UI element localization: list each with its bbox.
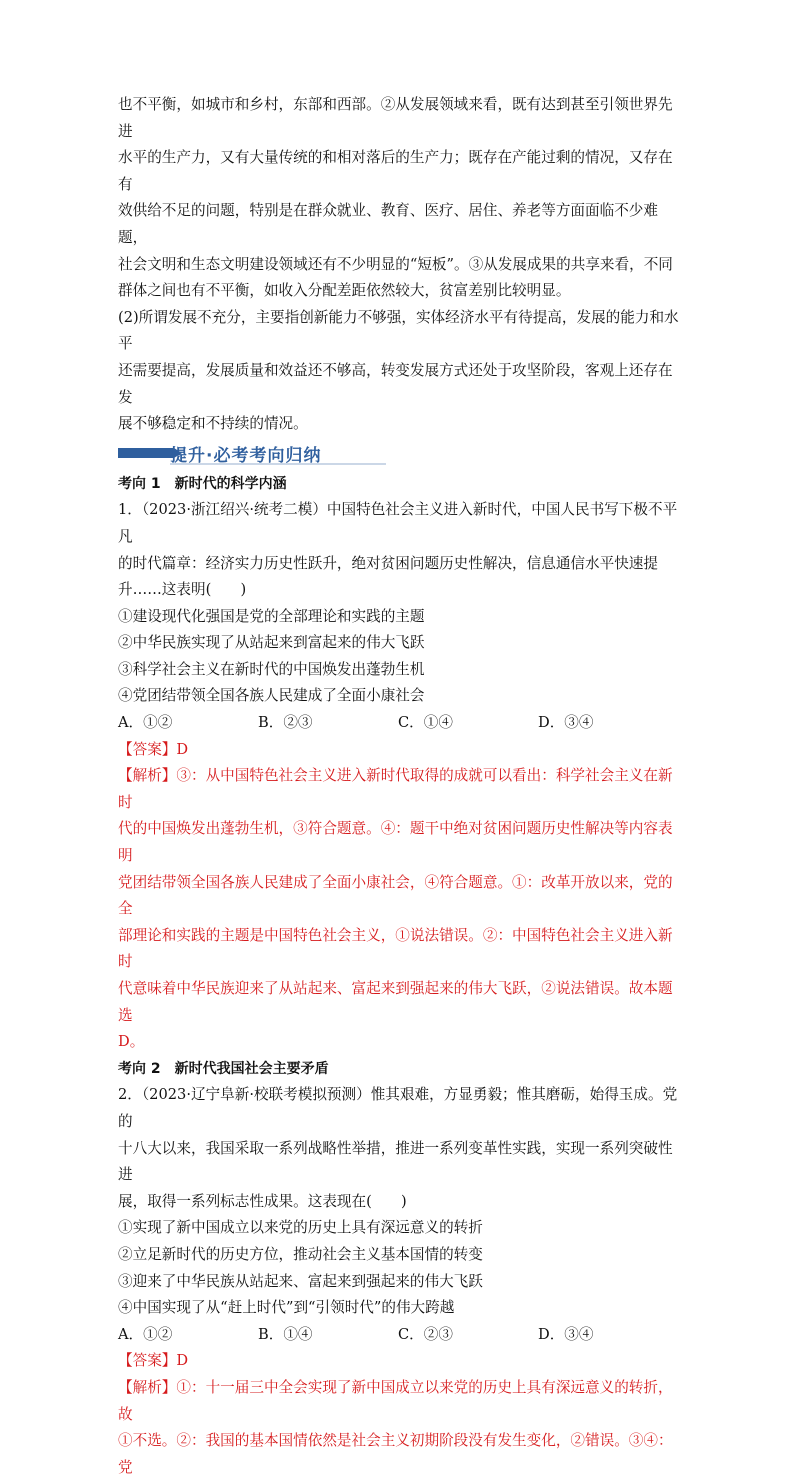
text-line: 效供给不足的问题，特别是在群众就业、教育、医疗、居住、养老等方面面临不少难题， bbox=[118, 202, 658, 246]
statement-item: ③科学社会主义在新时代的中国焕发出蓬勃生机 bbox=[118, 660, 425, 678]
text-line: 也不平衡，如城市和乡村，东部和西部。②从发展领域来看，既有达到甚至引领世界先进 bbox=[118, 96, 673, 140]
analysis-line: 代的中国焕发出蓬勃生机，③符合题意。④：题干中绝对贫困问题历史性解决等内容表明 bbox=[118, 820, 673, 865]
statement-item: ①建设现代化强国是党的全部理论和实践的主题 bbox=[118, 607, 425, 625]
question-stem-line: 十八大以来，我国采取一系列战略性举措，推进一系列变革性实践，实现一系列突破性进 bbox=[118, 1139, 673, 1184]
banner-title: 提升·必考考向归纳 bbox=[170, 445, 322, 466]
analysis-line: D。 bbox=[118, 1033, 145, 1051]
analysis-line: 代意味着中华民族迎来了从站起来、富起来到强起来的伟大飞跃，②说法错误。故本题选 bbox=[118, 980, 673, 1024]
statement-item: ④党团结带领全国各族人民建成了全面小康社会 bbox=[118, 687, 425, 705]
statement-item: ③迎来了中华民族从站起来、富起来到强起来的伟大飞跃 bbox=[118, 1272, 483, 1290]
question-stem-line: 1．（2023·浙江绍兴·统考二模）中国特色社会主义进入新时代，中国人民书写下极不平凡 bbox=[118, 501, 678, 545]
banner-bar bbox=[118, 448, 174, 458]
topic-2-heading: 考向 2 新时代我国社会主要矛盾 bbox=[118, 1060, 329, 1077]
analysis bbox=[118, 763, 686, 1056]
answer-value: D bbox=[176, 740, 189, 758]
section-banner bbox=[118, 441, 686, 467]
option-d: D．③④ bbox=[538, 714, 594, 732]
analysis-line: 部理论和实践的主题是中国特色社会主义，①说法错误。②：中国特色社会主义进入新时 bbox=[118, 926, 673, 971]
question-2 bbox=[118, 1082, 686, 1481]
topic-1-heading: 考向 1 新时代的科学内涵 bbox=[118, 475, 287, 492]
answer-line bbox=[118, 737, 686, 764]
text-line: (2)所谓发展不充分，主要指创新能力不够强，实体经济水平有待提高，发展的能力和水平 bbox=[118, 308, 679, 353]
answer-options bbox=[118, 1322, 686, 1349]
answer-label: 【答案】 bbox=[118, 1352, 177, 1370]
answer-line bbox=[118, 1348, 686, 1375]
statement-item: ②中华民族实现了从站起来到富起来的伟大飞跃 bbox=[118, 634, 425, 652]
option-a: A．①② bbox=[118, 714, 173, 732]
question-stem-line: 升……这表明( ) bbox=[118, 581, 247, 599]
analysis-line: 【解析】①：十一届三中全会实现了新中国成立以来党的历史上具有深远意义的转折，故 bbox=[118, 1378, 673, 1423]
text-line: 社会文明和生态文明建设领域还有不少明显的“短板”。③从发展成果的共享来看，不同 bbox=[118, 255, 673, 273]
question-stem-line: 展，取得一系列标志性成果。这表现在( ) bbox=[118, 1192, 407, 1210]
option-b: B．①④ bbox=[258, 1325, 313, 1343]
intro-paragraph-1 bbox=[118, 92, 686, 305]
analysis-line: ①不选。②：我国的基本国情依然是社会主义初期阶段没有发生变化，②错误。③④：党 bbox=[118, 1432, 673, 1476]
question-1 bbox=[118, 497, 686, 1055]
option-d: D．③④ bbox=[538, 1325, 594, 1343]
document-page bbox=[118, 92, 686, 1481]
analysis bbox=[118, 1375, 686, 1481]
option-b: B．②③ bbox=[258, 714, 313, 732]
statement-item: ①实现了新中国成立以来党的历史上具有深远意义的转折 bbox=[118, 1219, 483, 1237]
answer-label: 【答案】 bbox=[118, 740, 177, 758]
option-c: C．①④ bbox=[398, 714, 453, 732]
text-line: 还需要提高，发展质量和效益还不够高，转变发展方式还处于攻坚阶段，客观上还存在发 bbox=[118, 361, 673, 406]
option-c: C．②③ bbox=[398, 1325, 453, 1343]
text-line: 群体之间也有不平衡，如收入分配差距依然较大，贫富差别比较明显。 bbox=[118, 282, 571, 300]
question-stem-line: 的时代篇章：经济实力历史性跃升，绝对贫困问题历史性解决，信息通信水平快速提 bbox=[118, 554, 658, 572]
answer-value: D bbox=[176, 1352, 189, 1370]
option-a: A．①② bbox=[118, 1325, 173, 1343]
banner-underline bbox=[170, 463, 386, 465]
text-line: 展不够稳定和不持续的情况。 bbox=[118, 415, 308, 433]
analysis-line: 【解析】③：从中国特色社会主义进入新时代取得的成就可以看出：科学社会主义在新时 bbox=[118, 767, 673, 811]
intro-paragraph-2 bbox=[118, 305, 686, 438]
text-line: 水平的生产力，又有大量传统的和相对落后的生产力；既存在产能过剩的情况，又存在有 bbox=[118, 149, 673, 193]
question-stem-line: 2．（2023·辽宁阜新·校联考模拟预测）惟其艰难，方显勇毅；惟其磨砺，始得玉成。党的 bbox=[118, 1086, 678, 1130]
statement-item: ④中国实现了从“赶上时代”到“引领时代”的伟大跨越 bbox=[118, 1299, 455, 1317]
analysis-line: 党团结带领全国各族人民建成了全面小康社会，④符合题意。①：改革开放以来，党的全 bbox=[118, 873, 673, 918]
answer-options bbox=[118, 710, 686, 737]
statement-item: ②立足新时代的历史方位，推动社会主义基本国情的转变 bbox=[118, 1245, 483, 1263]
